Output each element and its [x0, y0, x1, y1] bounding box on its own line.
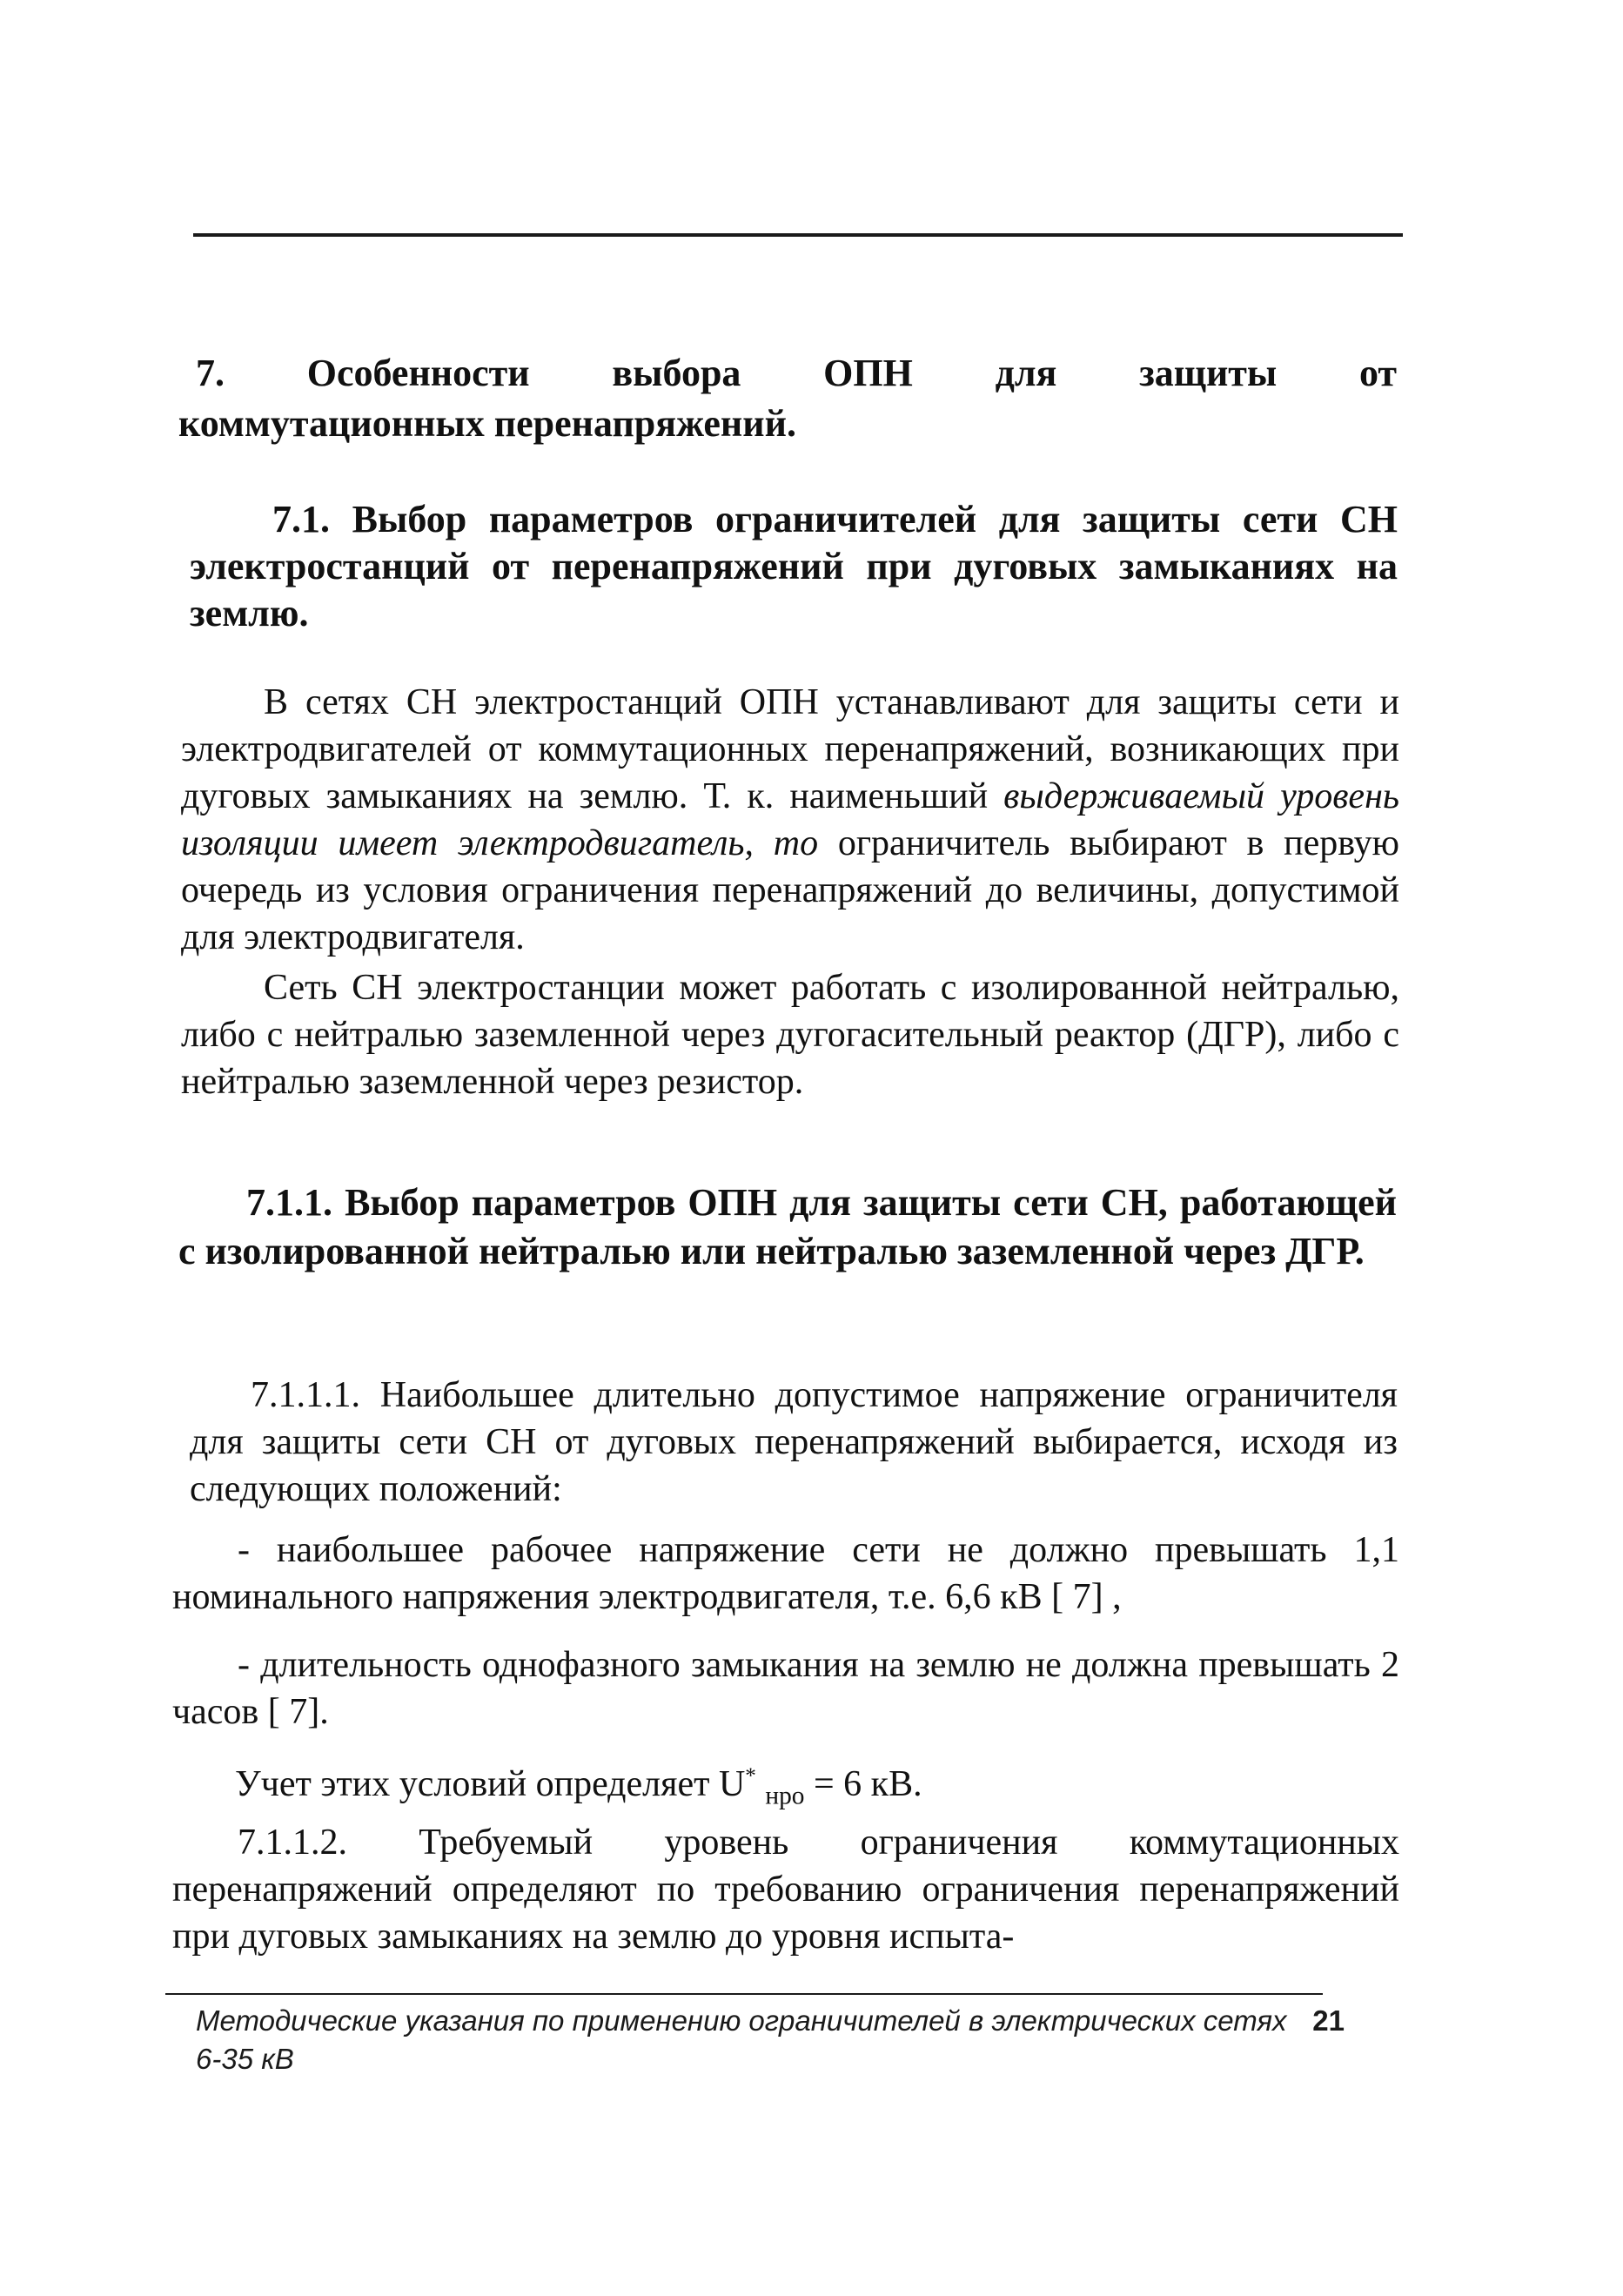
- list-item-rated-voltage: - наибольшее рабочее напряжение сети не должно превышать 1,1 номинального напряжения электродвигателя, т.е. 6,6 кВ [ 7] ,: [172, 1530, 1399, 1617]
- paragraph-1-text-end: ограничитель выбирают в первую очередь из условия ограничения перенапряжений до величины, допустимой для электродвигателя.: [181, 823, 1399, 957]
- paragraph-3: 7.1.1.1. Наибольшее длительно допустимое напряжение ограничителя для защиты сети СН от дуговых перенапряжений выбирается, исходя из следующих положений:: [190, 1375, 1398, 1509]
- subsection-heading-7-1: 7.1. Выбор параметров ограничителей для защиты сети СН электростанций от перенапряжений при дуговых замыканиях на землю.: [190, 498, 1398, 634]
- voltage-subscript: нро: [765, 1782, 805, 1810]
- subsection-heading-7-1-1: 7.1.1. Выбор параметров ОПН для защиты сети СН, работающей с изолированной нейтралью или нейтралью заземленной через ДГР.: [178, 1181, 1397, 1272]
- section-heading-7-line1: [178, 348, 1397, 399]
- paragraph-1: [181, 679, 1399, 961]
- heading-word: от: [1359, 352, 1398, 394]
- section-heading-7: [178, 348, 1397, 449]
- paragraph-2: Сеть СН электростанции может работать с изолированной нейтралью, либо с нейтралью заземленной через дугогасительный реактор (ДГР), либо с нейтралью заземленной через резистор.: [181, 968, 1399, 1102]
- top-rule: [193, 233, 1403, 237]
- page-number: 21: [1312, 2004, 1345, 2037]
- heading-word: для: [995, 352, 1057, 394]
- heading-word: выбора: [612, 352, 741, 394]
- paragraph-7: 7.1.1.2. Требуемый уровень ограничения коммутационных перенапряжений определяют по требованию ограничения перенапряжений при дуговых замыканиях на землю до уровня испыта-: [172, 1823, 1399, 1957]
- section-heading-7-line2: коммутационных перенапряжений.: [178, 402, 796, 445]
- voltage-result-value: = 6 кВ.: [804, 1764, 922, 1804]
- section-number: 7.: [196, 352, 225, 394]
- heading-word: Особенности: [306, 352, 530, 394]
- list-item-fault-duration: - длительность однофазного замыкания на землю не должна превышать 2 часов [ 7].: [172, 1645, 1399, 1732]
- paragraph-1-italic-text: выдерживаемый уровень изоляции имеет электродвигатель, то: [181, 776, 1400, 863]
- footer-title: Методические указания по применению ограничителей в электрических сетях 6-35 кВ: [196, 2004, 1287, 2075]
- heading-word: ОПН: [823, 352, 913, 394]
- paragraph-voltage-result: [235, 1753, 1366, 1819]
- paragraph-1-text: В сетях СН электростанций ОПН устанавливают для защиты сети и электродвигателей от коммутационных перенапряжений, возникающих при дуговых замыканиях на землю. Т. к. наименьший: [181, 682, 1399, 816]
- heading-word: защиты: [1139, 352, 1278, 394]
- page-footer: [196, 2002, 1345, 2078]
- footer-rule: [165, 1993, 1323, 1995]
- voltage-result-text: Учет этих условий определяет U: [235, 1764, 746, 1804]
- voltage-superscript: *: [745, 1764, 756, 1788]
